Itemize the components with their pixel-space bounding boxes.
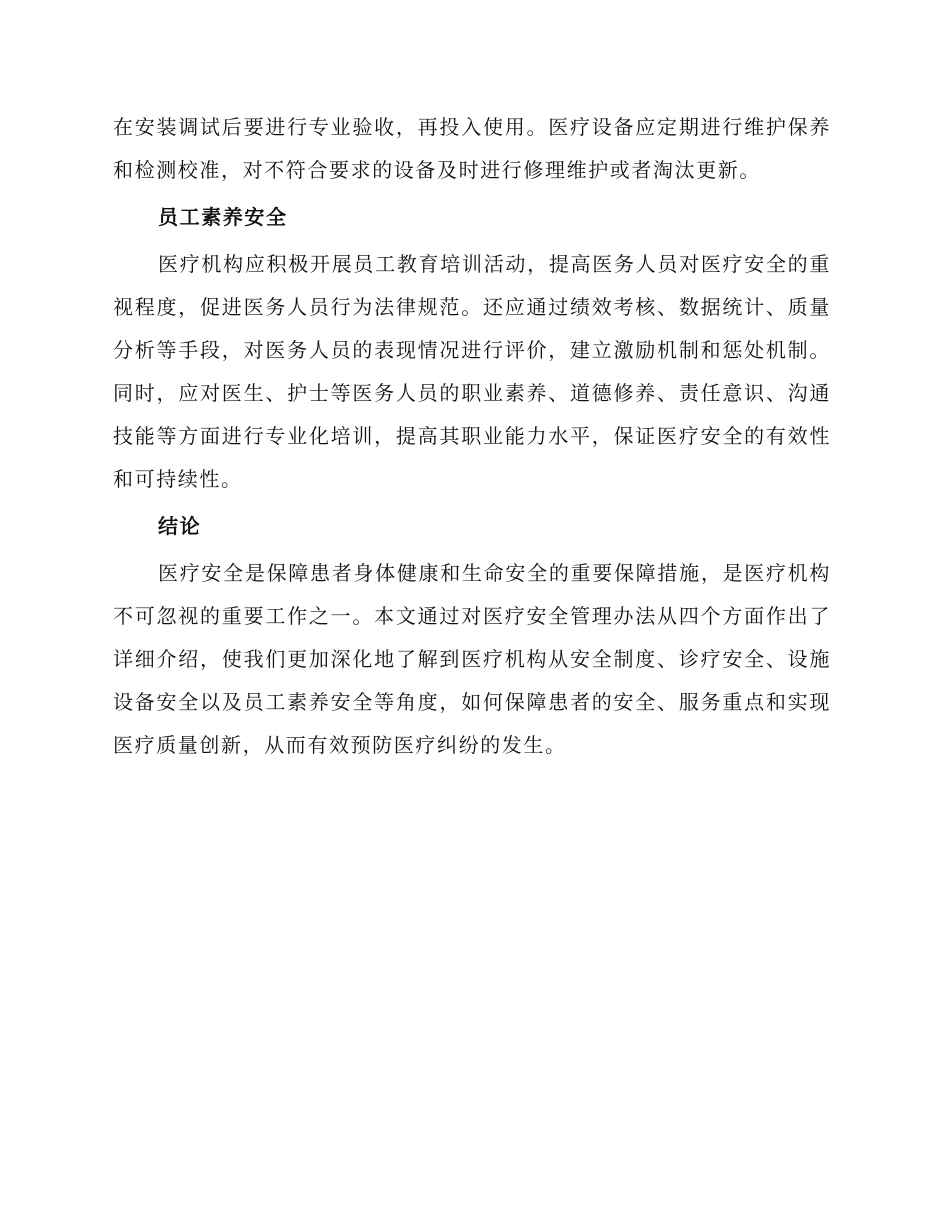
section-heading-staff-quality: 员工素养安全 (158, 205, 288, 229)
paragraph-continued: 在安装调试后要进行专业验收，再投入使用。医疗设备应定期进行维护保养和检测校准，对不符合要求的设备及时进行修理维护或者淘汰更新。 (113, 115, 831, 182)
section-heading-conclusion: 结论 (158, 514, 202, 538)
document-page (113, 106, 831, 767)
paragraph-conclusion: 医疗安全是保障患者身体健康和生命安全的重要保障措施，是医疗机构不可忽视的重要工作之一。本文通过对医疗安全管理办法从四个方面作出了详细介绍，使我们更加深化地了解到医疗机构从安全制度、诊疗安全、设施设备安全以及员工素养安全等角度，如何保障患者的安全、服务重点和实现医疗质量创新，从而有效预防医疗纠纷的发生。 (113, 561, 831, 757)
paragraph-staff-quality: 医疗机构应积极开展员工教育培训活动，提高医务人员对医疗安全的重视程度，促进医务人员行为法律规范。还应通过绩效考核、数据统计、质量分析等手段，对医务人员的表现情况进行评价，建立激励机制和惩处机制。同时，应对医生、护士等医务人员的职业素养、道德修养、责任意识、沟通技能等方面进行专业化培训，提高其职业能力水平，保证医疗安全的有效性和可持续性。 (113, 252, 831, 491)
